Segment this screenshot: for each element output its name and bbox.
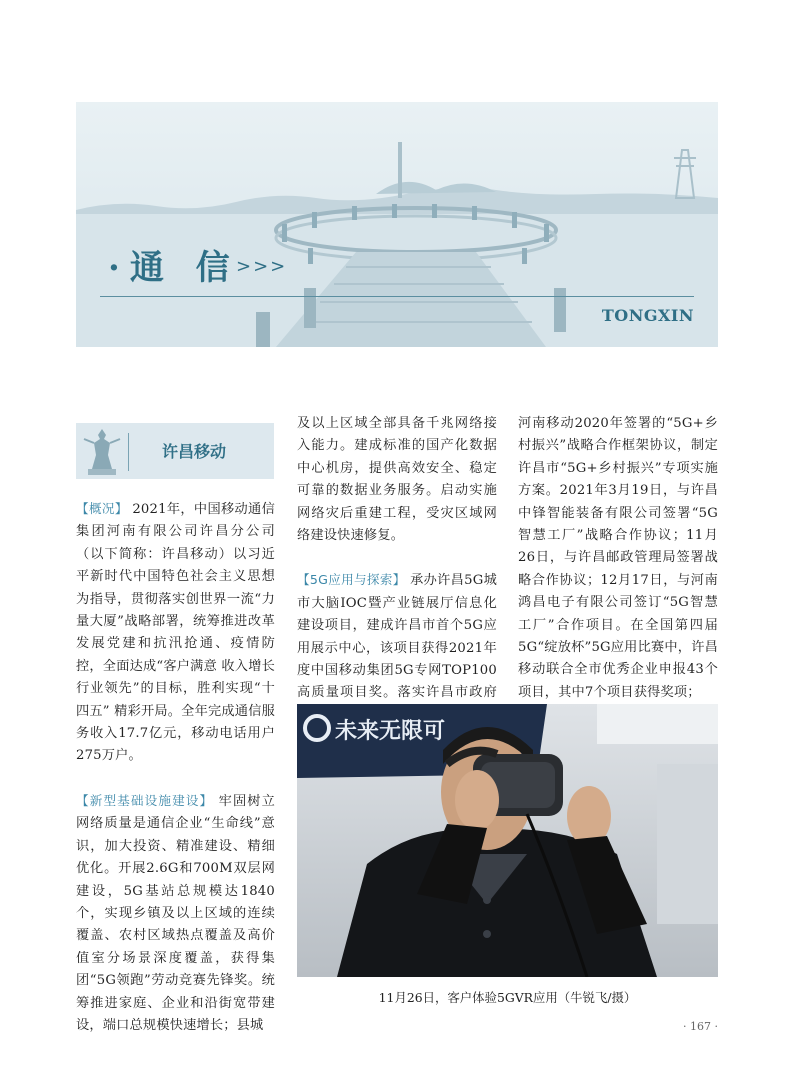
paragraph-infrastructure-cont: 及以上区域全部具备千兆网络接入能力。建成标准的国产化数据中心机房，提供高效安全、稳定可靠的数据业务服务。启动实施网络灾后重建工程，受灾区域网络建设快速修复。 — [297, 416, 497, 544]
org-divider — [128, 433, 129, 471]
section-arrows-icon: >>> — [236, 256, 288, 277]
paragraph-5g-text: 承办许昌5G城市大脑IOC暨产业链展厅信息化建设项目，建成许昌市首个5G应用展示中心，该项目获得2021年度中国移动集团5G专网TOP100高质量项目奖。落实许昌市政府 — [297, 573, 497, 701]
page-number: · 167 · — [683, 1020, 718, 1033]
section-pinyin: TONGXIN — [601, 306, 694, 325]
org-name: 许昌移动 — [162, 442, 227, 461]
text-column-1 — [76, 498, 275, 1037]
vr-photo — [297, 704, 718, 977]
sign-text: 未来无限可 — [335, 719, 446, 744]
text-column-3 — [518, 413, 718, 704]
keyword-infrastructure: 【新型基础设施建设】 — [76, 792, 214, 808]
text-column-2 — [297, 413, 497, 727]
paragraph-infrastructure-text: 牢固树立网络质量是通信企业“生命线”意识，加大投资、精准建设、精细优化。开展2.6G和700M双层网建设，5G基站总规模达1840个，实现乡镇及以上区域的连续覆盖、农村区域热点覆盖及高价值室分场景深度覆盖，获得集团“5G领跑”劳动竞赛先锋奖。统筹推进家庭、企业和沿街宽带建设，端口总规模快速增长；县城 — [76, 793, 275, 1033]
paragraph-5g-cont: 河南移动2020年签署的“5G+乡村振兴”战略合作框架协议，制定许昌市“5G+乡村振兴”专项实施方案。2021年3月19日，与许昌中锋智能装备有限公司签署“5G智慧工厂”战略合作协议；11月26日，与许昌邮政管理局签署战略合作协议；12月17日，与河南鸿昌电子有限公司签订“5G智慧工厂”合作项目。在全国第四届5G“绽放杯”5G应用比赛中，许昌移动联合全市优秀企业申报43个项目，其中7个项目获得奖项； — [518, 416, 718, 700]
paragraph-overview-text: 2021年，中国移动通信集团河南有限公司许昌分公司（以下简称：许昌移动）以习近平新时代中国特色社会主义思想为指导，贯彻落实创世界一流“力量大厦”战略部署，统筹推进改革发展党建和抗汛抢通、疫情防控，全面达成“客户满意 收入增长 行业领先”的目标，胜利实现“十四五” 精彩开局。全年完成通信服务收入17.7亿元，移动电话用户275万户。 — [76, 502, 275, 764]
org-heading — [76, 423, 274, 479]
photo-caption: 11月26日，客户体验5GVR应用（牛锐飞/摄） — [378, 990, 637, 1005]
keyword-overview: 【概况】 — [76, 501, 128, 516]
paragraph-overview — [76, 498, 275, 768]
keyword-5g: 【5G应用与探索】 — [297, 572, 406, 588]
statue-icon — [80, 425, 124, 477]
section-divider — [100, 296, 694, 297]
vr-scene-illustration — [297, 704, 718, 977]
section-title: ·通 信 — [108, 248, 240, 288]
paragraph-infrastructure — [76, 790, 275, 1037]
